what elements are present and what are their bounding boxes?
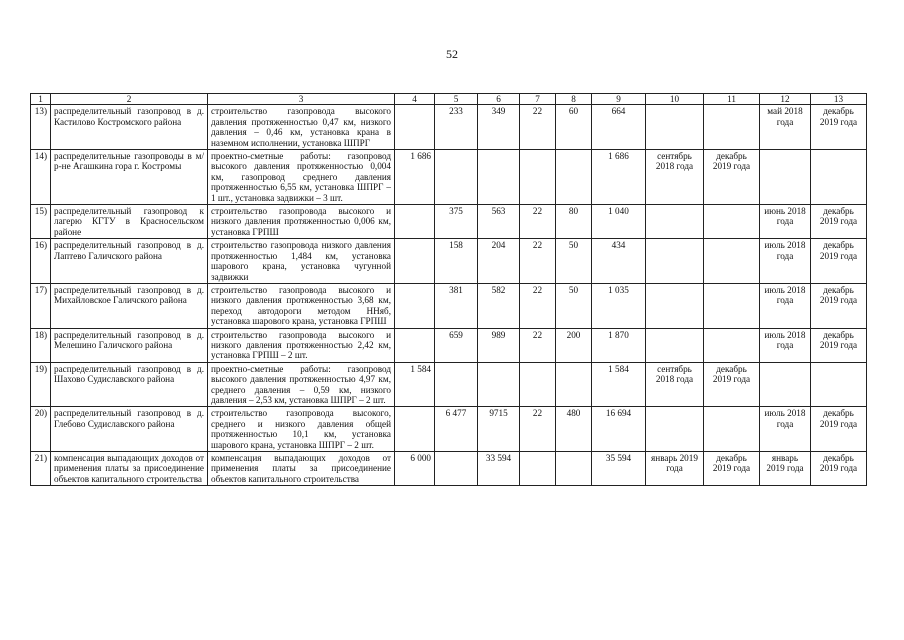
value-cell (478, 150, 520, 205)
value-cell: 33 594 (478, 452, 520, 486)
value-cell (395, 283, 435, 328)
header-cell: 6 (478, 94, 520, 105)
value-cell: 50 (556, 283, 592, 328)
object-name-cell: распределительные газопроводы в м/р-не Агашкина гора г. Костромы (51, 150, 208, 205)
value-cell: 6 477 (435, 407, 478, 452)
object-name-cell: распределительный газопровод в д. Шахово Судиславского района (51, 362, 208, 407)
row-number-cell: 14) (31, 150, 51, 205)
end-date-cell (811, 362, 867, 407)
header-cell: 10 (646, 94, 704, 105)
value-cell: 375 (435, 205, 478, 239)
start-date-cell: июль 2018 года (760, 239, 811, 284)
value-cell (520, 452, 556, 486)
header-cell: 2 (51, 94, 208, 105)
total-cell: 35 594 (592, 452, 646, 486)
start-date-cell (646, 283, 704, 328)
table-row (31, 150, 867, 205)
value-cell (395, 328, 435, 362)
end-date-cell: декабрь 2019 года (704, 362, 760, 407)
start-date-cell (646, 407, 704, 452)
work-description-cell: строительство газопровода высокого и низкого давления протяженностью 0,006 км, установка ГРПШ (208, 205, 395, 239)
table-row (31, 452, 867, 486)
value-cell (395, 239, 435, 284)
header-cell: 5 (435, 94, 478, 105)
value-cell: 80 (556, 205, 592, 239)
end-date-cell (704, 205, 760, 239)
row-number-cell: 17) (31, 283, 51, 328)
table-row (31, 407, 867, 452)
start-date-cell: июнь 2018 года (760, 205, 811, 239)
table-row (31, 362, 867, 407)
start-date-cell (646, 105, 704, 150)
value-cell: 989 (478, 328, 520, 362)
row-number-cell: 16) (31, 239, 51, 284)
value-cell: 200 (556, 328, 592, 362)
value-cell: 22 (520, 239, 556, 284)
value-cell: 50 (556, 239, 592, 284)
value-cell (520, 150, 556, 205)
value-cell: 233 (435, 105, 478, 150)
start-date-cell: сентябрь 2018 года (646, 362, 704, 407)
start-date-cell: январь 2019 года (646, 452, 704, 486)
end-date-cell: декабрь 2019 года (811, 239, 867, 284)
value-cell: 381 (435, 283, 478, 328)
row-number-cell: 13) (31, 105, 51, 150)
total-cell: 434 (592, 239, 646, 284)
work-description-cell: строительство газопровода низкого давления протяженностью 1,484 км, установка шарового крана, установка чугунной задвижки (208, 239, 395, 284)
total-cell: 1 686 (592, 150, 646, 205)
work-description-cell: строительство газопровода высокого давления протяженностью 0,47 км, низкого давления – 0,46 км, установка крана в наземном исполнении, установка ШПРГ (208, 105, 395, 150)
object-name-cell: распределительный газопровод в д. Лаптево Галичского района (51, 239, 208, 284)
object-name-cell: компенсация выпадающих доходов от применения платы за присоединение объектов капитального строительства (51, 452, 208, 486)
total-cell: 1 035 (592, 283, 646, 328)
start-date-cell: июль 2018 года (760, 407, 811, 452)
end-date-cell: декабрь 2019 года (811, 283, 867, 328)
end-date-cell: декабрь 2019 года (704, 452, 760, 486)
value-cell: 22 (520, 328, 556, 362)
start-date-cell: январь 2019 года (760, 452, 811, 486)
work-description-cell: строительство газопровода высокого, среднего и низкого давления общей протяженностью 10,1 км, установка шарового крана, установка ШПРГ – 2 шт. (208, 407, 395, 452)
value-cell (395, 105, 435, 150)
row-number-cell: 15) (31, 205, 51, 239)
start-date-cell: май 2018 года (760, 105, 811, 150)
end-date-cell (704, 407, 760, 452)
value-cell: 480 (556, 407, 592, 452)
value-cell (395, 407, 435, 452)
value-cell (435, 362, 478, 407)
end-date-cell: декабрь 2019 года (811, 452, 867, 486)
value-cell: 22 (520, 105, 556, 150)
object-name-cell: распределительный газопровод в д. Глебово Судиславского района (51, 407, 208, 452)
page-number: 52 (446, 47, 458, 61)
table-body (31, 105, 867, 486)
object-name-cell: распределительный газопровод в д. Михайловское Галичского района (51, 283, 208, 328)
value-cell (520, 362, 556, 407)
header-cell: 1 (31, 94, 51, 105)
value-cell: 349 (478, 105, 520, 150)
work-description-cell: проектно-сметные работы: газопровод высокого давления протяженностью 4,97 км, среднего давления – 0,59 км, низкого давления – 2,53 км, установка ШПРГ – 2 шт. (208, 362, 395, 407)
row-number-cell: 19) (31, 362, 51, 407)
row-number-cell: 21) (31, 452, 51, 486)
value-cell: 659 (435, 328, 478, 362)
value-cell: 1 584 (395, 362, 435, 407)
end-date-cell: декабрь 2019 года (811, 105, 867, 150)
table-header-row (31, 94, 867, 105)
work-description-cell: проектно-сметные работы: газопровод высокого давления протяженностью 0,004 км, газопровод среднего давления протяженностью 6,55 км, установка ШПРГ – 1 шт., установка задвижки – 3 шт. (208, 150, 395, 205)
row-number-cell: 18) (31, 328, 51, 362)
object-name-cell: распределительный газопровод в д. Мелешино Галичского района (51, 328, 208, 362)
work-description-cell: строительство газопровода высокого и низкого давления протяженностью 3,68 км, переход автодороги методом ННяб, установка шарового крана, установка ГРПШ (208, 283, 395, 328)
header-cell: 7 (520, 94, 556, 105)
start-date-cell (646, 205, 704, 239)
value-cell: 563 (478, 205, 520, 239)
table-row (31, 283, 867, 328)
end-date-cell: декабрь 2019 года (811, 205, 867, 239)
work-description-cell: строительство газопровода высокого и низкого давления протяженностью 2,42 км, установка ГРПШ – 2 шт. (208, 328, 395, 362)
work-description-cell: компенсация выпадающих доходов от применения платы за присоединение объектов капитального строительства (208, 452, 395, 486)
end-date-cell: декабрь 2019 года (811, 328, 867, 362)
start-date-cell (646, 328, 704, 362)
end-date-cell: декабрь 2019 года (704, 150, 760, 205)
header-cell: 9 (592, 94, 646, 105)
project-table (30, 93, 867, 486)
start-date-cell: июль 2018 года (760, 328, 811, 362)
value-cell (395, 205, 435, 239)
end-date-cell (704, 328, 760, 362)
table-row (31, 205, 867, 239)
end-date-cell (704, 105, 760, 150)
table-row (31, 328, 867, 362)
row-number-cell: 20) (31, 407, 51, 452)
value-cell: 22 (520, 407, 556, 452)
start-date-cell: сентябрь 2018 года (646, 150, 704, 205)
object-name-cell: распределительный газопровод в д. Кастилово Костромского района (51, 105, 208, 150)
value-cell (478, 362, 520, 407)
object-name-cell: распределительный газопровод к лагерю КГТУ в Красносельском районе (51, 205, 208, 239)
header-cell: 13 (811, 94, 867, 105)
value-cell (556, 452, 592, 486)
start-date-cell (760, 362, 811, 407)
total-cell: 1 584 (592, 362, 646, 407)
header-cell: 4 (395, 94, 435, 105)
table-row (31, 105, 867, 150)
value-cell: 60 (556, 105, 592, 150)
header-cell: 11 (704, 94, 760, 105)
total-cell: 664 (592, 105, 646, 150)
total-cell: 1 870 (592, 328, 646, 362)
end-date-cell (811, 150, 867, 205)
header-cell: 3 (208, 94, 395, 105)
value-cell: 22 (520, 283, 556, 328)
value-cell (435, 452, 478, 486)
table-row (31, 239, 867, 284)
value-cell (435, 150, 478, 205)
value-cell: 1 686 (395, 150, 435, 205)
start-date-cell (760, 150, 811, 205)
value-cell: 9715 (478, 407, 520, 452)
value-cell (556, 362, 592, 407)
start-date-cell: июль 2018 года (760, 283, 811, 328)
header-cell: 12 (760, 94, 811, 105)
end-date-cell (704, 239, 760, 284)
end-date-cell (704, 283, 760, 328)
value-cell: 582 (478, 283, 520, 328)
value-cell: 158 (435, 239, 478, 284)
value-cell: 6 000 (395, 452, 435, 486)
end-date-cell: декабрь 2019 года (811, 407, 867, 452)
value-cell (556, 150, 592, 205)
value-cell: 204 (478, 239, 520, 284)
value-cell: 22 (520, 205, 556, 239)
start-date-cell (646, 239, 704, 284)
total-cell: 16 694 (592, 407, 646, 452)
header-cell: 8 (556, 94, 592, 105)
total-cell: 1 040 (592, 205, 646, 239)
